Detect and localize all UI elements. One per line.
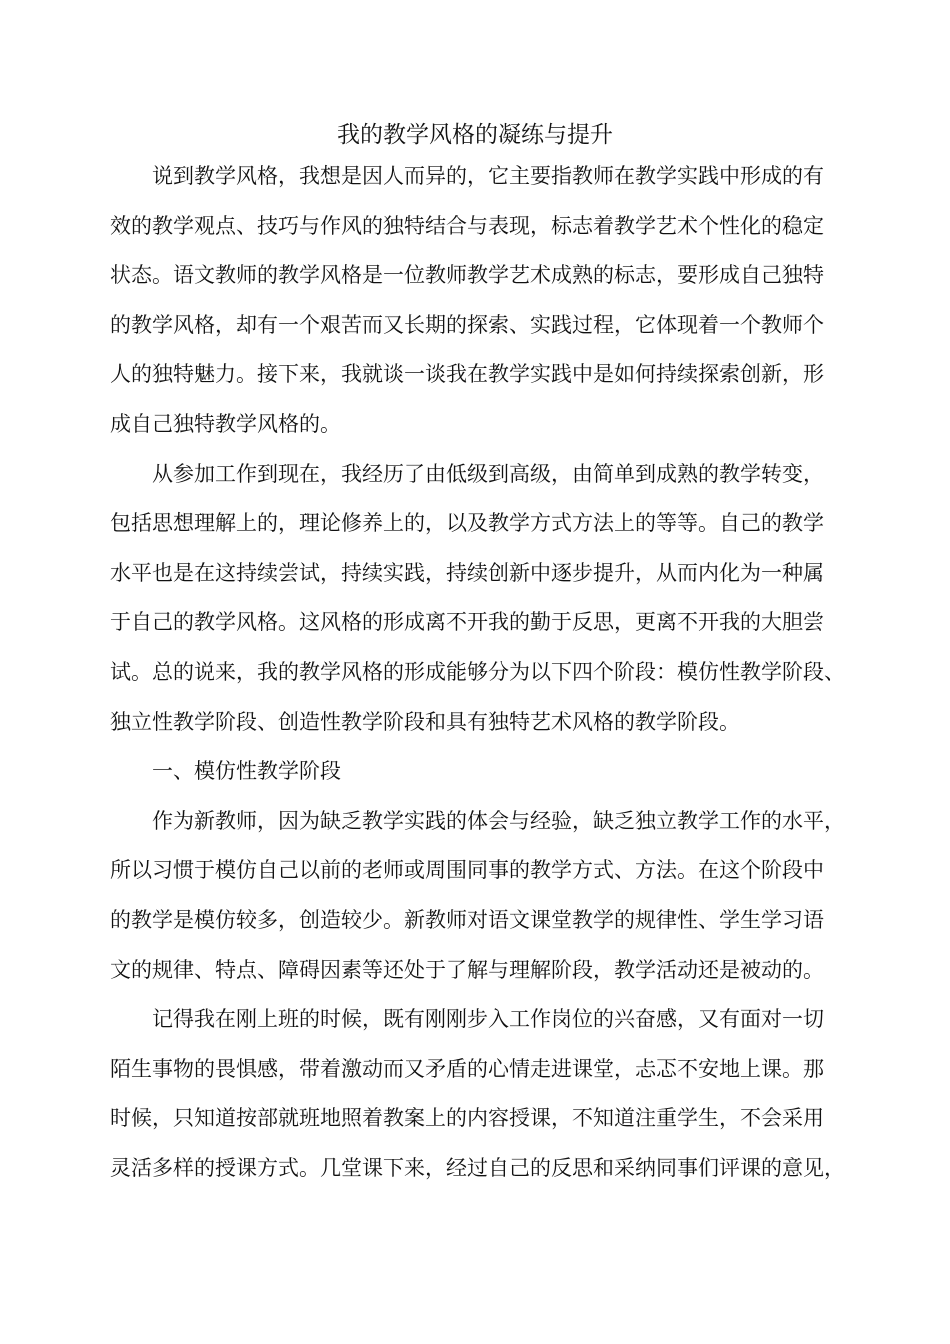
document-title: 我的教学风格的凝练与提升: [337, 122, 613, 148]
text-line: 记得我在刚上班的时候，既有刚刚步入工作岗位的兴奋感，又有面对一切: [152, 1007, 824, 1032]
text-line: 的教学风格，却有一个艰苦而又长期的探索、实践过程，它体现着一个教师个: [110, 312, 824, 337]
text-line: 效的教学观点、技巧与作风的独特结合与表现，标志着教学艺术个性化的稳定: [110, 213, 824, 238]
text-line: 试。总的说来，我的教学风格的形成能够分为以下四个阶段：模仿性教学阶段、: [110, 659, 845, 684]
text-line: 人的独特魅力。接下来，我就谈一谈我在教学实践中是如何持续探索创新，形: [110, 362, 824, 387]
text-line: 说到教学风格，我想是因人而异的，它主要指教师在教学实践中形成的有: [152, 164, 824, 188]
text-line: 状态。语文教师的教学风格是一位教师教学艺术成熟的标志，要形成自己独特: [110, 263, 824, 288]
text-line: 包括思想理解上的，理论修养上的，以及教学方式方法上的等等。自己的教学: [110, 511, 824, 536]
text-line: 的教学是模仿较多，创造较少。新教师对语文课堂教学的规律性、学生学习语: [110, 907, 824, 932]
text-line: 作为新教师，因为缺乏教学实践的体会与经验，缺乏独立教学工作的水平，: [152, 808, 845, 833]
text-line: 水平也是在这持续尝试，持续实践，持续创新中逐步提升，从而内化为一种属: [110, 560, 824, 585]
text-line: 一、模仿性教学阶段: [152, 759, 341, 784]
text-line: 于自己的教学风格。这风格的形成离不开我的勤于反思，更离不开我的大胆尝: [110, 610, 824, 635]
text-line: 灵活多样的授课方式。几堂课下来，经过自己的反思和采纳同事们评课的意见，: [110, 1155, 845, 1180]
text-line: 从参加工作到现在，我经历了由低级到高级，由简单到成熟的教学转变，: [152, 461, 824, 486]
text-line: 独立性教学阶段、创造性教学阶段和具有独特艺术风格的教学阶段。: [110, 709, 740, 734]
text-line: 成自己独特教学风格的。: [110, 411, 341, 436]
text-line: 所以习惯于模仿自己以前的老师或周围同事的教学方式、方法。在这个阶段中: [110, 858, 824, 883]
text-line: 文的规律、特点、障碍因素等还处于了解与理解阶段，教学活动还是被动的。: [110, 957, 824, 982]
document-body: [110, 152, 846, 1193]
text-line: 时候，只知道按部就班地照着教案上的内容授课，不知道注重学生，不会采用: [110, 1106, 824, 1131]
text-line: 陌生事物的畏惧感，带着激动而又矛盾的心情走进课堂，忐忑不安地上课。那: [110, 1056, 824, 1081]
